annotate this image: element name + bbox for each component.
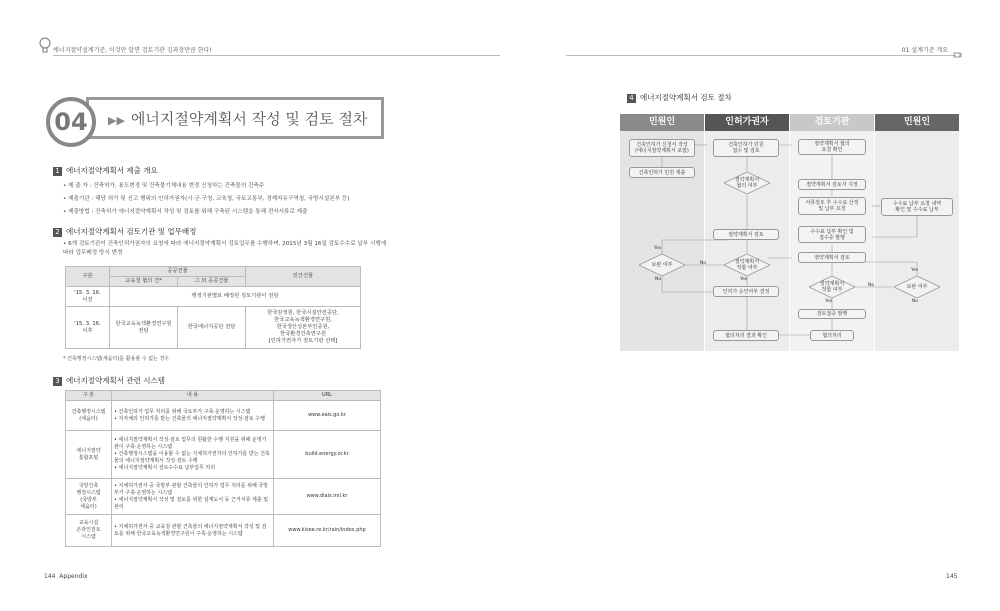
system-content: • 지체허가권자 중 교육청 관할 건축물의 에너지절약계획서 작성 및 검토를 위해 한국교육녹색환경연구원이 구축·운영하는 시스템 (112, 515, 274, 547)
lane-bg (705, 131, 789, 351)
col-other: 그 외 공공건물 (178, 277, 246, 287)
running-header: 01 설계기준 개요 (901, 47, 948, 54)
chapter-number: 04 (46, 97, 96, 147)
section-title: 에너지절약계획서 제출 개요 (66, 166, 158, 175)
yes-label: Yes (740, 277, 748, 282)
section-heading-4 (627, 92, 732, 103)
overview-bullet: • 제출방법 : 건축허가 에너지절약계획서 작성 및 검토를 위해 구축된 시스템을 통해 전자서류로 제출 (63, 209, 308, 215)
lane-header-authority: 인허가권자 (705, 114, 789, 131)
decision-text: 보완 여부 (651, 262, 673, 268)
section-heading-1 (53, 165, 158, 176)
system-name: 국방건축 행정시스템 (국방부 세움터) (66, 479, 112, 515)
double-arrow-icon: ▶▶ (108, 114, 125, 127)
flow-box-fee-confirm: 수수료 납부 확인 및 접수증 발행 (798, 226, 866, 243)
system-content: • 건축인허가 업무 처리를 위해 국토부가 구축·운영하는 시스템 • 지자체의 인허가를 받는 건축물의 에너지절약계획서 작성·검토 수행 (112, 401, 274, 431)
section-number: 3 (53, 377, 62, 386)
flow-box-issue: 검토접증 발행 (798, 309, 866, 319)
flow-box-consult-request: 절약계획서 협의 요청 확인 (798, 139, 866, 155)
flow-box-request: 건축인허가 민원 제출 (629, 167, 695, 178)
col-url: URL (274, 391, 381, 401)
col-content: 내 용 (112, 391, 274, 401)
flow-box-fee-calc: 서류검토 후 수수료 산정 및 납부 요청 (798, 197, 866, 215)
overview-bullet: • 제출기관 : 해당 허가 및 신고 행위의 인허가권자(시·군·구청, 교육청, 국토교통부, 경제자유구역청, 국방시설본부 등) (63, 196, 350, 202)
flow-decision-supplement (639, 254, 685, 276)
yes-label: Yes (654, 246, 662, 251)
flow-box-review: 절약계획서 검토 (713, 229, 779, 240)
section-number: 1 (53, 167, 62, 176)
lane-bg (875, 131, 959, 351)
chapter-title-text: 에너지절약계획서 작성 및 검토 절차 (130, 110, 368, 128)
section-title: 에너지절약계획서 검토 절차 (640, 93, 732, 102)
flow-box-review-2: 절약계획서 검토 (798, 252, 866, 263)
table-cell: 한국에너지공단 전담 (178, 307, 246, 349)
decision-text: 절약계획서 적합 여부 (734, 259, 760, 271)
system-content: • 지체허가권자 중 국방부 관할 건축물의 인허가 업무 처리를 위해 국방부가 구축·운영하는 시스템 • 에너지절약계획서 작성 및 검토를 위한 설계도서 등 근거서류 제출 및 관리 (112, 479, 274, 515)
system-name: 교육시설 온라인검토 시스템 (66, 515, 112, 547)
table-cell: 행정기관별로 배정된 검토기관이 전담 (110, 287, 361, 307)
lane-header-reviewer: 검토기관 (790, 114, 874, 131)
page-label: Appendix (59, 573, 88, 580)
col-type: 구분 (66, 267, 110, 287)
flow-decision-fit (724, 254, 770, 276)
header-rule (566, 55, 956, 56)
lane-bg (620, 131, 707, 351)
no-label: No (655, 277, 662, 282)
system-url[interactable]: www.eais.go.kr (274, 401, 381, 431)
yes-label: Yes (911, 268, 919, 273)
flow-box-decision: 인허가 승인여부 결정 (713, 286, 779, 297)
page-number: 144 (44, 573, 56, 580)
decision-text: 절약계획서 협의 여부 (734, 177, 760, 189)
decision-text: 절약계획서 적합 여부 (819, 281, 845, 293)
section-heading-2 (53, 226, 196, 237)
assignment-table (65, 266, 361, 349)
chapter-title (108, 108, 367, 129)
yes-label: Yes (825, 299, 833, 304)
section-number: 2 (53, 228, 62, 237)
col-edu: 교육청 협의 건* (110, 277, 178, 287)
no-label: No (912, 299, 919, 304)
row-label: '15. 3. 16. 이전 (66, 287, 110, 307)
decision-text: 보완 여부 (906, 284, 928, 290)
header-rule (53, 55, 500, 56)
no-label: No (868, 283, 875, 288)
flow-box-receive: 건축인허가 민원 접수 및 검토 (713, 139, 779, 157)
no-label: No (700, 261, 707, 266)
overview-bullet: • 제 출 자 : 건축허가, 용도변경 및 건축물기재내용 변경 신청하는 건축물의 건축주 (63, 183, 265, 189)
right-page (500, 0, 1000, 611)
lightbulb-icon (38, 36, 52, 54)
lane-header-applicant: 민원인 (620, 114, 704, 131)
page-number-left (44, 573, 88, 580)
row-label: '15. 3. 16. 이후 (66, 307, 110, 349)
col-private: 민간건물 (246, 267, 361, 287)
flow-box-done: 협의처리 (810, 330, 854, 341)
assign-bullet: • 6개 검토기관이 건축인허가권자의 요청에 따라 에너지절약계획서 검토업무를 수행하며, 2015년 3월 16일 검토수수료 납부 시행에 따라 업무배정 방식 변경 (63, 241, 387, 256)
system-url[interactable]: build.energy.or.kr (274, 431, 381, 479)
table-footnote: * 건축행정시스템(세움터)를 활용할 수 없는 경우 (63, 356, 170, 362)
col-public: 공공건물 (110, 267, 246, 277)
section-title: 에너지절약계획서 관련 시스템 (66, 376, 165, 385)
flow-box-result: 협의처리 결과 확인 (713, 330, 779, 341)
flow-box-submit: 건축인허가 신청서 작성 (에너지절약계획서 포함) (629, 139, 695, 157)
system-url[interactable]: www.diais.mil.kr (274, 479, 381, 515)
section-heading-3 (53, 375, 165, 386)
section-title: 에너지절약계획서 검토기관 및 업무배정 (66, 227, 197, 236)
flow-box-fee-pay: 수수료 납부 요청 내역 확인 및 수수료 납부 (881, 198, 953, 216)
flow-decision-fit-2 (809, 276, 855, 298)
systems-table (65, 390, 381, 547)
lane-header-applicant-2: 민원인 (875, 114, 959, 131)
plug-icon (952, 50, 962, 60)
page-number-right: 145 (946, 573, 958, 580)
system-content: • 에너지절약계획서 작성·검토 업무의 원활한 수행 지원을 위해 운영기관이 구축·운영하는 시스템 • 건축행정시스템을 이용할 수 없는 지체허가권자의 인허가를 받는 건축물의 에너지절약계획서 작성·검토 수행 • 에너지절약계획서 검토수수료 납부업무 처리 (112, 431, 274, 479)
col-type: 구 분 (66, 391, 112, 401)
system-url[interactable]: www.kisee.re.kr/rain/index.php (274, 515, 381, 547)
system-name: 에너지절약 통합포털 (66, 431, 112, 479)
system-name: 건축행정시스템 (세움터) (66, 401, 112, 431)
section-number: 4 (627, 94, 636, 103)
table-cell: 한국교육녹색환경연구원 전담 (110, 307, 178, 349)
running-header: 에너지절약설계기준, 이것만 알면 검토기관 김과장만큼 한다! (53, 47, 212, 54)
flow-decision-consult (724, 172, 770, 194)
flow-box-assign: 절약계획서 검토자 지정 (798, 179, 866, 190)
flow-decision-supplement-2 (894, 276, 940, 298)
table-cell: 한국감정원, 한국시설안전공단, 한국교육녹색환경연구원, 한국생산성본부인증원, 한국환경건축연구원 [인허가권자가 검토기관 선택] (246, 307, 361, 349)
